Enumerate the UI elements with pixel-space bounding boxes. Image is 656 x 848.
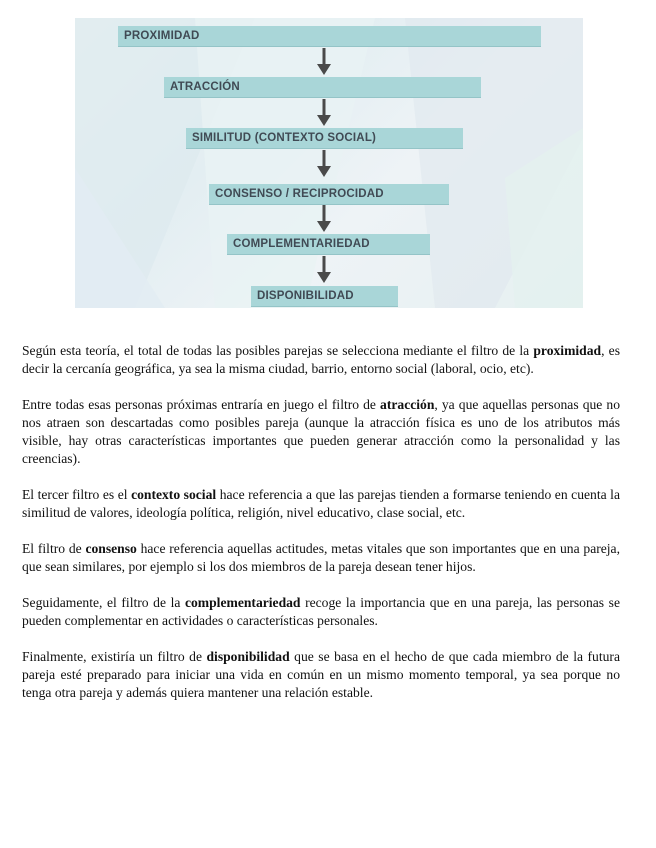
stage-proximidad: PROXIMIDAD [118, 26, 541, 46]
paragraph-disponibilidad [22, 648, 620, 702]
text-span: El filtro de [22, 541, 86, 556]
arrow-down-icon [317, 256, 331, 284]
text-span: , es decir la cercanía geográfica, ya sea la misma ciudad, barrio, entorno social (laboral, ocio, etc). [22, 343, 621, 376]
bold-term: contexto social [131, 487, 217, 502]
stage-atraccion: ATRACCIÓN [164, 77, 481, 97]
bold-term: atracción [380, 397, 435, 412]
arrow-down-icon [317, 150, 331, 178]
paragraph-consenso [22, 540, 620, 576]
filter-diagram [75, 18, 583, 308]
text-span: El tercer filtro es el [22, 487, 132, 502]
arrow-down-icon [317, 99, 331, 127]
bold-term: complementariedad [184, 595, 301, 610]
text-span: Según esta teoría, el total de todas las posibles parejas se selecciona mediante el filtro de la [22, 343, 534, 358]
paragraph-complementariedad [22, 594, 620, 630]
paragraph-proximidad [22, 342, 620, 378]
bold-term: disponibilidad [206, 649, 290, 664]
text-span: , ya que aquellas personas que no nos atraen son descartadas como posibles pareja (aunque la atracción física es uno de los atributos más visible, hay otras características importantes que pueden generar atracción como la personalidad y las creencias). [22, 397, 620, 466]
paragraph-atraccion [22, 396, 620, 468]
paragraph-contexto-social [22, 486, 620, 522]
body-text [22, 342, 620, 720]
bold-term: proximidad [533, 343, 602, 358]
text-span: Finalmente, existiría un filtro de [22, 649, 207, 664]
text-span: Seguidamente, el filtro de la [22, 595, 185, 610]
bold-term: consenso [85, 541, 137, 556]
stage-disponibilidad: DISPONIBILIDAD [251, 286, 398, 306]
stage-consenso: CONSENSO / RECIPROCIDAD [209, 184, 449, 204]
text-span: hace referencia aquellas actitudes, metas vitales que son importantes que en una pareja, que sean similares, por ejemplo si los dos miembros de la pareja desean tener hijos. [22, 541, 620, 574]
stage-similitud: SIMILITUD (CONTEXTO SOCIAL) [186, 128, 463, 148]
text-span: recoge la importancia que en una pareja, las personas se pueden complementar en actividades o características personales. [22, 595, 620, 628]
arrow-down-icon [317, 205, 331, 233]
text-span: que se basa en el hecho de que cada miembro de la futura pareja esté preparado para iniciar una vida en común en un mismo momento temporal, ya sea porque no tenga otra pareja y además quiera mantener una relación estable. [22, 649, 620, 700]
arrow-down-icon [317, 48, 331, 76]
stage-complementariedad: COMPLEMENTARIEDAD [227, 234, 430, 254]
text-span: hace referencia a que las parejas tienden a formarse teniendo en cuenta la similitud de valores, ideología política, religión, nivel educativo, clase social, etc. [22, 487, 620, 520]
text-span: Entre todas esas personas próximas entraría en juego el filtro de [22, 397, 381, 412]
